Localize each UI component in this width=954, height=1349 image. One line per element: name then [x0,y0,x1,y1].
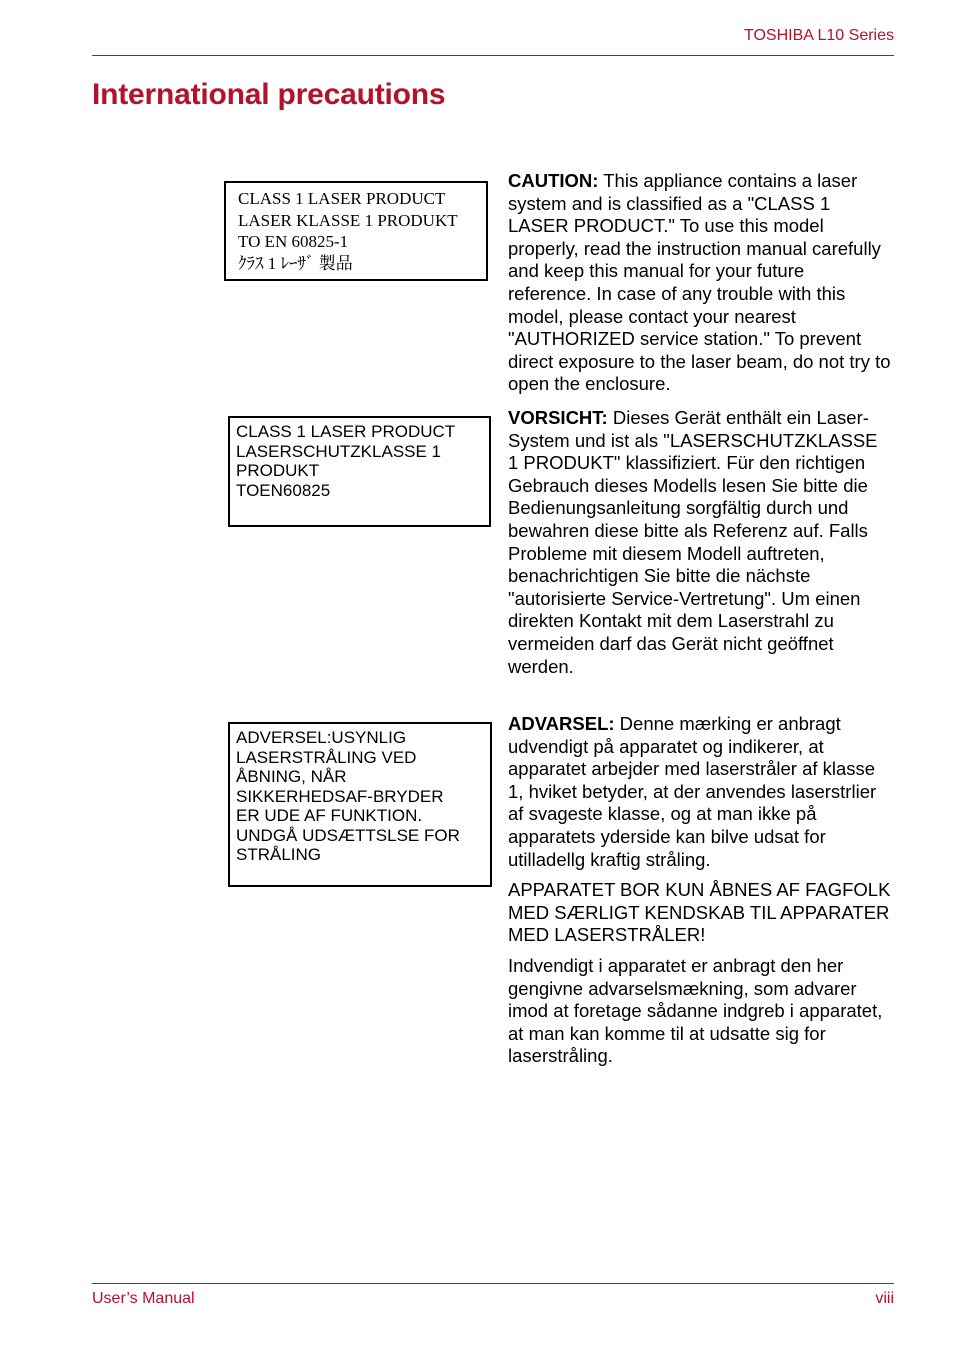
laser-label-class1 [224,181,488,281]
label-line: LASERSCHUTZKLASSE 1 [236,441,442,461]
advarsel-lead: ADVARSEL: [508,713,615,734]
header-rule [92,55,894,56]
page-number: viii [875,1290,894,1307]
label-line: ER UDE AF FUNKTION. [236,806,423,825]
label-line: PRODUKT [236,461,320,480]
label-line: SIKKERHEDSAF-BRYDER [236,786,444,806]
running-header: TOSHIBA L10 Series [744,27,894,44]
advarsel-paragraph [508,713,892,871]
caution-paragraph [508,170,892,396]
footer-rule [92,1283,894,1284]
vorsicht-text: Dieses Gerät enthält ein Laser-System und ist als "LASERSCHUTZKLASSE 1 PRODUKT" klassifiziert. Für den richtigen Gebrauch dieses Modells lesen Sie bitte die Bedienungsanleitung sorgfältig durch und bewahren diese bitte als Referenz auf. Falls Probleme mit diesem Modell auftreten, benachrichtigen Sie bitte die nächste "autorisierte Service-Vertretung". Um einen direkten Kontakt mit dem Laserstrahl zu vermeiden darf das Gerät nicht geöffnet werden. [508,407,878,677]
footer-manual-title: User’s Manual [92,1290,195,1307]
vorsicht-paragraph [508,407,892,678]
label-line: CLASS 1 LASER PRODUCT [236,422,456,441]
advarsel-text: Denne mærking er anbragt udvendigt på apparatet og indikerer, at apparatet arbejder med laserstråler af klasse 1, hviket betyder, at der anvendes laserstrlier af svageste klasse, og at man ikke på apparatets yderside kan bilve udsat for utilladellg kraftig stråling. [508,713,877,870]
label-line: ｸﾗｽ 1 ﾚｰｻﾞ 製品 [238,253,353,273]
caution-text: This appliance contains a laser system and is classified as a "CLASS 1 LASER PRODUCT." To use this model properly, read the instruction manual carefully and keep this manual for your future reference. In case of any trouble with this model, please contact your nearest "AUTHORIZED service station." To prevent direct exposure to the laser beam, do not try to open the enclosure. [508,170,891,395]
label-line: LASERSTRÅLING VED [236,747,417,767]
vorsicht-section [508,407,892,686]
label-line: UNDGÅ UDSÆTTSLSE FOR [236,825,460,845]
caution-section [508,170,892,404]
advarsel-paragraph-3: Indvendigt i apparatet er anbragt den her gengivne advarselsmækning, som advarer imod at foretage sådanne indgreb i apparatet, at man kan komme til at udsatte sig for laserstråling. [508,954,883,1067]
laser-label-danish [228,722,492,887]
page-title: International precautions [92,78,446,111]
label-line: ADVERSEL:USYNLIG [236,728,407,747]
label-line: TO EN 60825-1 [238,232,349,251]
advarsel-paragraph-2: APPARATET BOR KUN ÅBNES AF FAGFOLK MED SÆRLIGT KENDSKAB TIL APPARATER MED LASERSTRÅLER! [508,879,891,946]
laser-label-german [228,416,491,527]
caution-lead: CAUTION: [508,170,599,191]
label-line: LASER KLASSE 1 PRODUKT [238,210,458,230]
label-line: TOEN60825 [236,480,331,500]
label-line: CLASS 1 LASER PRODUCT [238,189,446,208]
vorsicht-lead: VORSICHT: [508,407,608,428]
label-line: STRÅLING [236,845,322,864]
advarsel-section [508,713,892,1076]
label-line: ÅBNING, NÅR [236,767,347,786]
